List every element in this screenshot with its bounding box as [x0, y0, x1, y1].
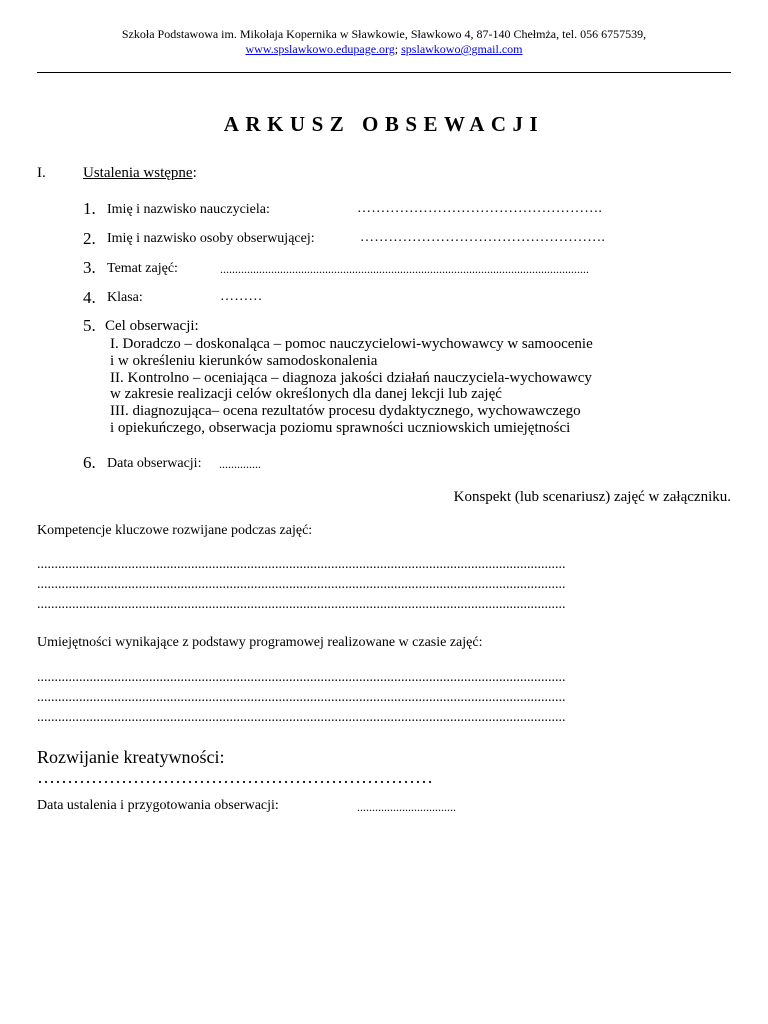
- item-5-label: Cel obserwacji:: [105, 318, 199, 334]
- item-2-number: 2.: [83, 229, 96, 248]
- header-divider: [37, 72, 731, 73]
- item-1-label: Imię i nazwisko nauczyciela:: [107, 202, 270, 217]
- section-number: I.: [37, 165, 46, 181]
- umiejetnosci-label: Umiejętności wynikające z podstawy programowej realizowane w czasie zajęć:: [37, 635, 483, 650]
- goal-line-4: w zakresie realizacji celów określonych dla danej lekcji lub zajęć: [110, 386, 502, 402]
- contact-separator: ;: [394, 42, 402, 56]
- website-link[interactable]: www.spslawkowo.edupage.org: [245, 42, 395, 56]
- umiejetnosci-line-3: .......................................................................................................................................................: [37, 710, 566, 725]
- goal-line-5: III. diagnozująca– ocena rezultatów procesu dydaktycznego, wychowawczego: [110, 403, 581, 419]
- kompetencje-line-2: .......................................................................................................................................................: [37, 577, 566, 592]
- page-title: ARKUSZ OBSEWACJI: [223, 112, 545, 136]
- umiejetnosci-line-1: .......................................................................................................................................................: [37, 670, 566, 685]
- data-ustalenia-label: Data ustalenia i przygotowania obserwacji:: [37, 798, 279, 813]
- email-link[interactable]: spslawkowo@gmail.com: [401, 42, 523, 56]
- section-heading-colon: :: [192, 165, 197, 181]
- item-3-label: Temat zajęć:: [107, 261, 178, 276]
- goal-line-6: i opiekuńczego, obserwacja poziomu sprawności uczniowskich umiejętności: [110, 420, 571, 436]
- kreatywnosc-label: Rozwijanie kreatywności:: [37, 747, 225, 767]
- goal-line-1: I. Doradczo – doskonaląca – pomoc nauczycielowi-wychowawcy w samoocenie: [110, 336, 593, 352]
- item-4-fill-dots: ………: [220, 289, 263, 304]
- kreatywnosc-fill-dots: …………………………………………………………: [37, 767, 433, 787]
- school-header-contacts: [0, 42, 768, 57]
- item-2-label: Imię i nazwisko osoby obserwującej:: [107, 231, 315, 246]
- item-1-number: 1.: [83, 199, 96, 218]
- item-5-number: 5.: [83, 316, 96, 335]
- school-header-address: Szkoła Podstawowa im. Mikołaja Kopernika w Sławkowie, Sławkowo 4, 87-140 Chełmża, tel. 056 6757539,: [121, 27, 647, 41]
- item-4-label: Klasa:: [107, 290, 143, 305]
- item-6-label: Data obserwacji:: [107, 456, 202, 471]
- kompetencje-line-3: .......................................................................................................................................................: [37, 597, 566, 612]
- goal-line-2: i w określeniu kierunków samodoskonalenia: [110, 353, 378, 369]
- item-6-fill-dots: ..............: [219, 457, 261, 471]
- item-6-number: 6.: [83, 453, 96, 472]
- item-2-fill-dots: …………………………………………….: [360, 230, 606, 245]
- item-1-fill-dots: …………………………………………….: [357, 201, 603, 216]
- item-3-fill-dots: ...........................................................................................................................: [220, 262, 589, 276]
- kompetencje-line-1: .......................................................................................................................................................: [37, 557, 566, 572]
- section-heading: [83, 165, 197, 182]
- item-4-number: 4.: [83, 288, 96, 307]
- umiejetnosci-line-2: .......................................................................................................................................................: [37, 690, 566, 705]
- konspekt-note: Konspekt (lub scenariusz) zajęć w załączniku.: [453, 489, 731, 505]
- section-heading-text: Ustalenia wstępne: [83, 165, 193, 181]
- data-ustalenia-fill-dots: .................................: [357, 800, 456, 814]
- kompetencje-label: Kompetencje kluczowe rozwijane podczas zajęć:: [37, 523, 313, 538]
- item-3-number: 3.: [83, 258, 96, 277]
- goal-line-3: II. Kontrolno – oceniająca – diagnoza jakości działań nauczyciela-wychowawcy: [110, 370, 592, 386]
